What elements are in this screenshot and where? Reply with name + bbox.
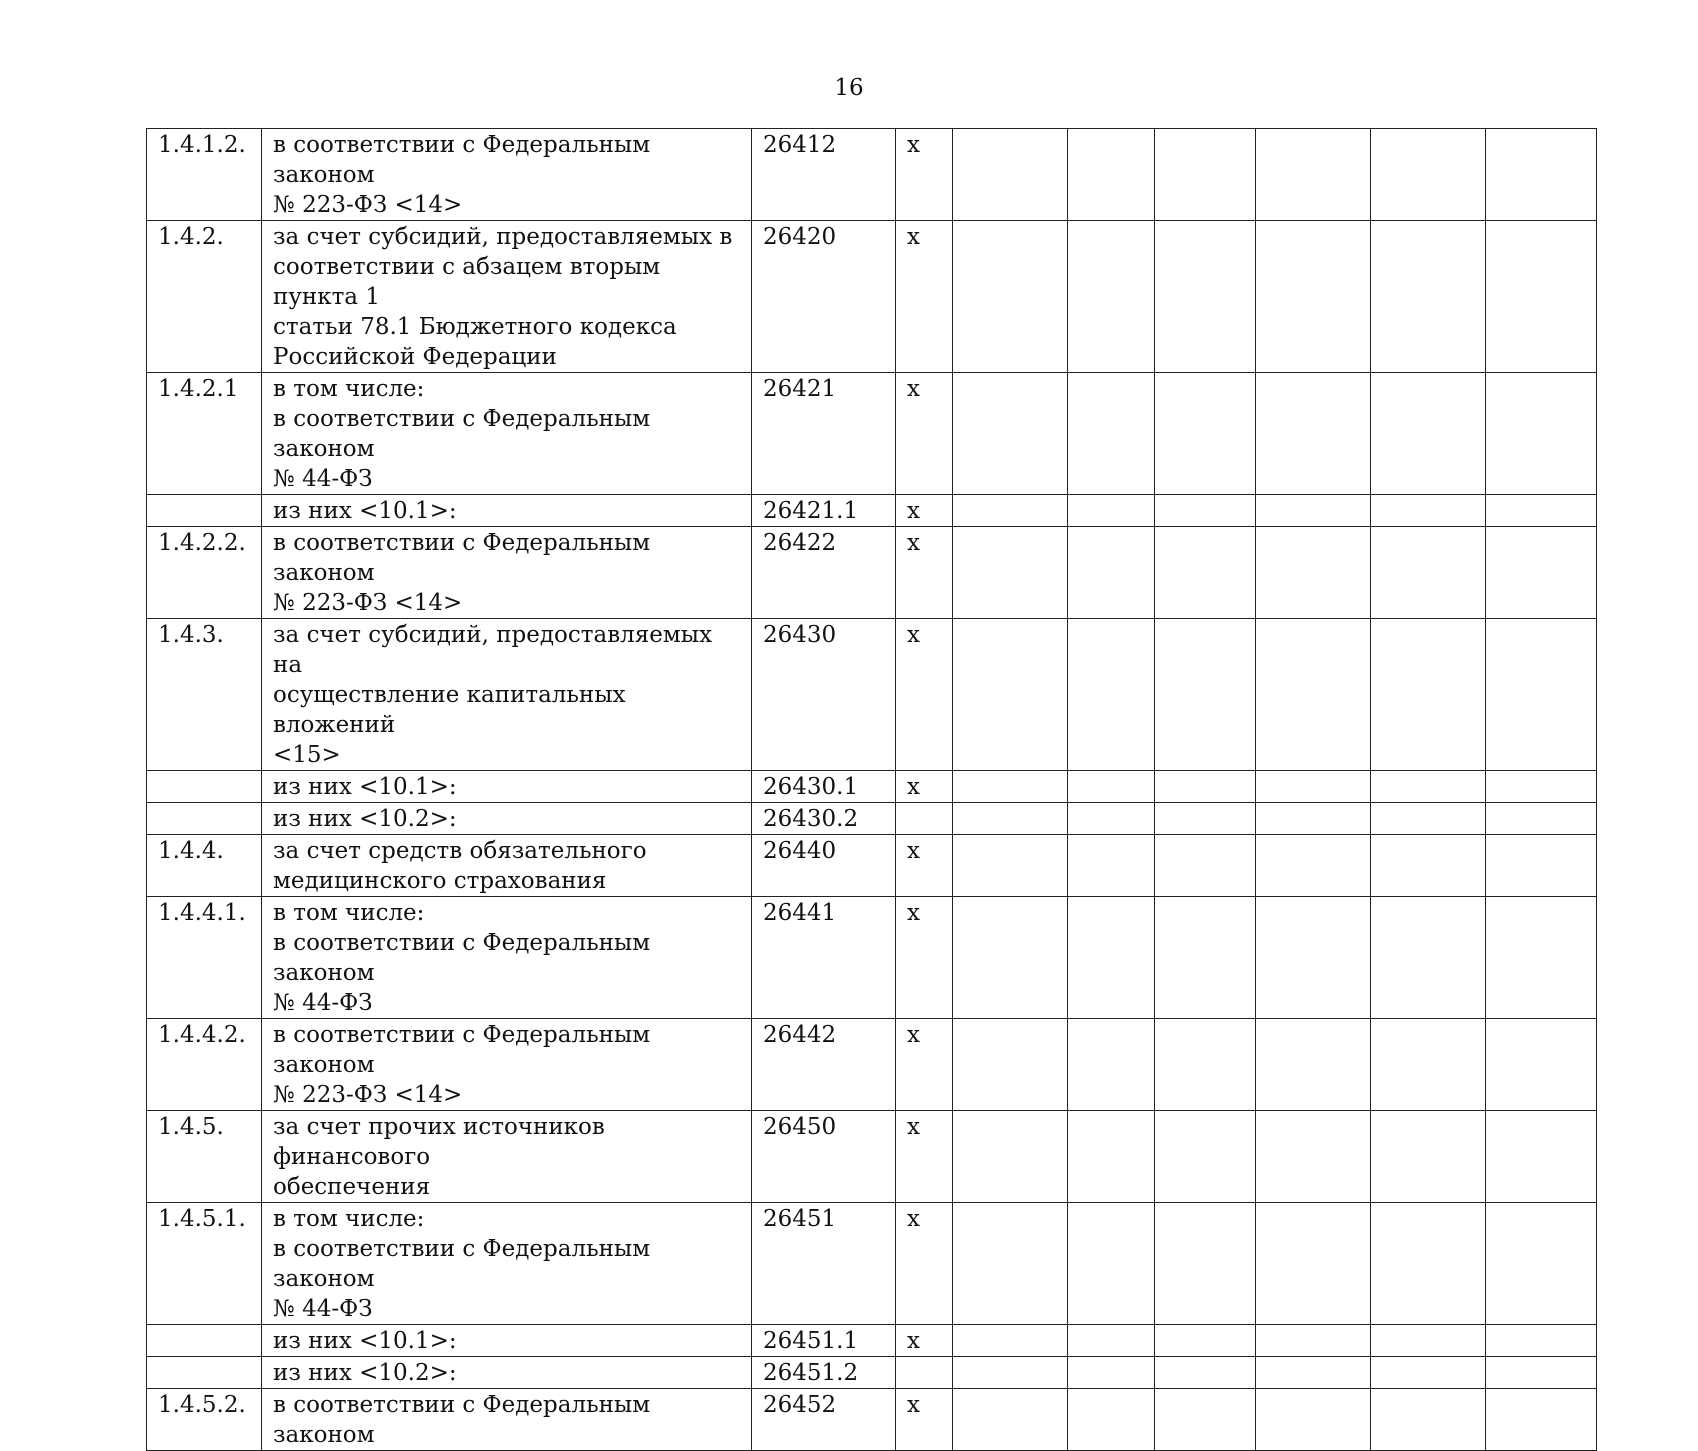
empty-value-cell <box>1256 373 1371 495</box>
empty-value-cell <box>1068 835 1155 897</box>
empty-value-cell <box>1256 1019 1371 1111</box>
empty-value-cell <box>1371 1111 1486 1203</box>
empty-value-cell <box>1371 619 1486 771</box>
empty-value-cell <box>953 373 1068 495</box>
row-description-cell: за счет средств обязательного медицинского страхования <box>262 835 752 897</box>
row-mark-cell: x <box>896 129 953 221</box>
empty-value-cell <box>953 1357 1068 1389</box>
row-mark-cell: x <box>896 373 953 495</box>
row-number-cell: 1.4.1.2. <box>147 129 262 221</box>
empty-value-cell <box>1068 803 1155 835</box>
row-mark-cell: x <box>896 897 953 1019</box>
row-mark-cell <box>896 803 953 835</box>
empty-value-cell <box>953 527 1068 619</box>
table-row <box>147 1111 1597 1203</box>
empty-value-cell <box>1256 221 1371 373</box>
empty-value-cell <box>1256 1203 1371 1325</box>
empty-value-cell <box>1256 771 1371 803</box>
empty-value-cell <box>953 803 1068 835</box>
row-mark-cell: x <box>896 221 953 373</box>
row-number-cell: 1.4.4.1. <box>147 897 262 1019</box>
empty-value-cell <box>1155 129 1256 221</box>
row-description-cell: в соответствии с Федеральным законом № 223-ФЗ <14> <box>262 527 752 619</box>
empty-value-cell <box>1068 527 1155 619</box>
table-row <box>147 1203 1597 1325</box>
row-number-cell: 1.4.2.1 <box>147 373 262 495</box>
row-code-cell: 26421 <box>752 373 896 495</box>
row-code-cell: 26421.1 <box>752 495 896 527</box>
empty-value-cell <box>1371 803 1486 835</box>
row-mark-cell: x <box>896 495 953 527</box>
empty-value-cell <box>1155 619 1256 771</box>
row-number-cell: 1.4.5. <box>147 1111 262 1203</box>
empty-value-cell <box>1068 1111 1155 1203</box>
row-mark-cell: x <box>896 835 953 897</box>
empty-value-cell <box>1371 495 1486 527</box>
row-description-cell: за счет субсидий, предоставляемых на осуществление капитальных вложений <15> <box>262 619 752 771</box>
row-description-cell: в соответствии с Федеральным законом <box>262 1389 752 1451</box>
row-code-cell: 26450 <box>752 1111 896 1203</box>
row-description-cell: в том числе: в соответствии с Федеральным законом № 44-ФЗ <box>262 1203 752 1325</box>
empty-value-cell <box>953 129 1068 221</box>
table-row <box>147 1019 1597 1111</box>
empty-value-cell <box>1371 221 1486 373</box>
row-code-cell: 26451.1 <box>752 1325 896 1357</box>
table-row <box>147 129 1597 221</box>
empty-value-cell <box>1256 129 1371 221</box>
row-description-cell: из них <10.1>: <box>262 495 752 527</box>
row-code-cell: 26451.2 <box>752 1357 896 1389</box>
table-row <box>147 1325 1597 1357</box>
empty-value-cell <box>953 897 1068 1019</box>
row-number-cell: 1.4.5.1. <box>147 1203 262 1325</box>
empty-value-cell <box>1155 835 1256 897</box>
row-code-cell: 26420 <box>752 221 896 373</box>
empty-value-cell <box>1256 527 1371 619</box>
empty-value-cell <box>1155 527 1256 619</box>
empty-value-cell <box>1155 1357 1256 1389</box>
empty-value-cell <box>1371 373 1486 495</box>
row-description-cell: из них <10.2>: <box>262 1357 752 1389</box>
row-description-cell: из них <10.1>: <box>262 771 752 803</box>
empty-value-cell <box>1486 897 1597 1019</box>
row-code-cell: 26441 <box>752 897 896 1019</box>
row-code-cell: 26452 <box>752 1389 896 1451</box>
empty-value-cell <box>1155 1389 1256 1451</box>
empty-value-cell <box>1371 1325 1486 1357</box>
empty-value-cell <box>953 835 1068 897</box>
empty-value-cell <box>1371 1389 1486 1451</box>
row-number-cell <box>147 495 262 527</box>
empty-value-cell <box>953 1203 1068 1325</box>
table-row <box>147 771 1597 803</box>
empty-value-cell <box>1371 1203 1486 1325</box>
row-description-cell: в том числе: в соответствии с Федеральным законом № 44-ФЗ <box>262 373 752 495</box>
empty-value-cell <box>1155 1325 1256 1357</box>
empty-value-cell <box>1256 1325 1371 1357</box>
table-row <box>147 803 1597 835</box>
empty-value-cell <box>1486 1325 1597 1357</box>
row-description-cell: за счет прочих источников финансового обеспечения <box>262 1111 752 1203</box>
empty-value-cell <box>1486 1111 1597 1203</box>
empty-value-cell <box>1486 619 1597 771</box>
empty-value-cell <box>1068 221 1155 373</box>
row-code-cell: 26442 <box>752 1019 896 1111</box>
empty-value-cell <box>1068 129 1155 221</box>
empty-value-cell <box>1486 221 1597 373</box>
empty-value-cell <box>1256 1111 1371 1203</box>
empty-value-cell <box>1068 771 1155 803</box>
row-code-cell: 26422 <box>752 527 896 619</box>
row-description-cell: в соответствии с Федеральным законом № 223-ФЗ <14> <box>262 1019 752 1111</box>
row-number-cell <box>147 803 262 835</box>
empty-value-cell <box>1371 771 1486 803</box>
empty-value-cell <box>1155 373 1256 495</box>
empty-value-cell <box>1486 1357 1597 1389</box>
empty-value-cell <box>1155 1111 1256 1203</box>
empty-value-cell <box>1486 1019 1597 1111</box>
empty-value-cell <box>1486 1203 1597 1325</box>
empty-value-cell <box>953 1325 1068 1357</box>
table-row <box>147 619 1597 771</box>
row-description-cell: из них <10.2>: <box>262 803 752 835</box>
empty-value-cell <box>1256 495 1371 527</box>
empty-value-cell <box>953 771 1068 803</box>
empty-value-cell <box>1068 1019 1155 1111</box>
row-description-cell: в том числе: в соответствии с Федеральным законом № 44-ФЗ <box>262 897 752 1019</box>
empty-value-cell <box>953 1111 1068 1203</box>
table-row <box>147 1389 1597 1451</box>
empty-value-cell <box>953 619 1068 771</box>
row-mark-cell: x <box>896 1019 953 1111</box>
empty-value-cell <box>1155 495 1256 527</box>
empty-value-cell <box>1068 1203 1155 1325</box>
empty-value-cell <box>1068 1325 1155 1357</box>
row-code-cell: 26430 <box>752 619 896 771</box>
row-code-cell: 26430.1 <box>752 771 896 803</box>
empty-value-cell <box>1155 803 1256 835</box>
empty-value-cell <box>1256 897 1371 1019</box>
table-row <box>147 835 1597 897</box>
empty-value-cell <box>1371 835 1486 897</box>
table-row <box>147 373 1597 495</box>
row-number-cell <box>147 771 262 803</box>
empty-value-cell <box>953 1019 1068 1111</box>
empty-value-cell <box>1486 495 1597 527</box>
empty-value-cell <box>1486 835 1597 897</box>
empty-value-cell <box>1486 771 1597 803</box>
empty-value-cell <box>1371 897 1486 1019</box>
empty-value-cell <box>1155 1019 1256 1111</box>
empty-value-cell <box>1486 1389 1597 1451</box>
empty-value-cell <box>953 221 1068 373</box>
row-mark-cell: x <box>896 771 953 803</box>
empty-value-cell <box>1155 221 1256 373</box>
empty-value-cell <box>1256 835 1371 897</box>
empty-value-cell <box>1371 1019 1486 1111</box>
row-code-cell: 26440 <box>752 835 896 897</box>
row-mark-cell: x <box>896 1111 953 1203</box>
row-code-cell: 26451 <box>752 1203 896 1325</box>
empty-value-cell <box>1155 897 1256 1019</box>
empty-value-cell <box>1068 1357 1155 1389</box>
row-number-cell: 1.4.2. <box>147 221 262 373</box>
empty-value-cell <box>1068 619 1155 771</box>
row-mark-cell <box>896 1357 953 1389</box>
table-row <box>147 1357 1597 1389</box>
empty-value-cell <box>1068 1389 1155 1451</box>
empty-value-cell <box>1256 803 1371 835</box>
empty-value-cell <box>1371 1357 1486 1389</box>
empty-value-cell <box>1256 619 1371 771</box>
empty-value-cell <box>1068 373 1155 495</box>
row-description-cell: в соответствии с Федеральным законом № 223-ФЗ <14> <box>262 129 752 221</box>
empty-value-cell <box>1486 803 1597 835</box>
row-description-cell: за счет субсидий, предоставляемых в соответствии с абзацем вторым пункта 1 статьи 78.1 Бюджетного кодекса Российской Федерации <box>262 221 752 373</box>
row-number-cell: 1.4.5.2. <box>147 1389 262 1451</box>
empty-value-cell <box>953 1389 1068 1451</box>
empty-value-cell <box>1155 1203 1256 1325</box>
row-mark-cell: x <box>896 1203 953 1325</box>
empty-value-cell <box>1068 495 1155 527</box>
row-description-cell: из них <10.1>: <box>262 1325 752 1357</box>
row-number-cell <box>147 1325 262 1357</box>
row-number-cell: 1.4.4. <box>147 835 262 897</box>
empty-value-cell <box>1486 527 1597 619</box>
document-table <box>146 128 1597 1451</box>
row-mark-cell: x <box>896 1389 953 1451</box>
table-row <box>147 221 1597 373</box>
page-number: 16 <box>834 75 864 101</box>
empty-value-cell <box>1486 129 1597 221</box>
row-code-cell: 26430.2 <box>752 803 896 835</box>
empty-value-cell <box>953 495 1068 527</box>
empty-value-cell <box>1371 527 1486 619</box>
row-mark-cell: x <box>896 527 953 619</box>
empty-value-cell <box>1256 1357 1371 1389</box>
empty-value-cell <box>1068 897 1155 1019</box>
row-code-cell: 26412 <box>752 129 896 221</box>
table-row <box>147 527 1597 619</box>
empty-value-cell <box>1371 129 1486 221</box>
row-number-cell: 1.4.4.2. <box>147 1019 262 1111</box>
table-row <box>147 495 1597 527</box>
row-number-cell <box>147 1357 262 1389</box>
row-mark-cell: x <box>896 1325 953 1357</box>
row-number-cell: 1.4.3. <box>147 619 262 771</box>
empty-value-cell <box>1256 1389 1371 1451</box>
table-row <box>147 897 1597 1019</box>
row-number-cell: 1.4.2.2. <box>147 527 262 619</box>
empty-value-cell <box>1486 373 1597 495</box>
empty-value-cell <box>1155 771 1256 803</box>
row-mark-cell: x <box>896 619 953 771</box>
